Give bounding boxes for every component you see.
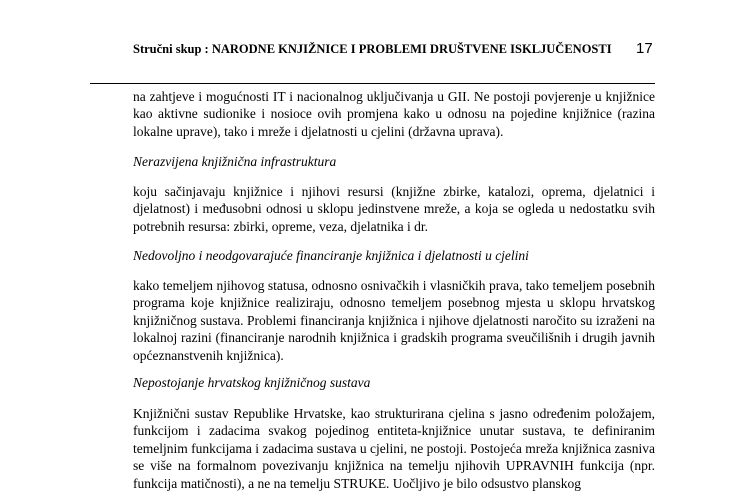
page-number: 17 — [636, 40, 653, 57]
paragraph-infrastructure: koju sačinjavaju knjižnice i njihovi resursi (knjižne zbirke, katalozi, oprema, djelatnici i djelatnost) i međusobni odnosi u sklopu jedinstvene mreže, a koja se ogleda u nedostatku svih potrebnih resursa: zbirki, opreme, veza, djelatnika i dr. — [133, 184, 655, 234]
subheading-library-system: Nepostojanje hrvatskog knjižničnog sustava — [133, 375, 371, 390]
header-divider — [90, 83, 655, 84]
subheading-infrastructure: Nerazvijena knjižnična infrastruktura — [133, 154, 337, 169]
paragraph-financing: kako temeljem njihovog statusa, odnosno osnivačkih i vlasničkih prava, tako temeljem posebnih programa koje knjižnice realiziraju, odnosno temeljem posebnog mjesta u sklopu hrvatskog knjižničnog sustava. Problemi financiranja knjižnica i njihove djelatnosti naročito su izraženi na lokalnoj razini (financiranje narodnih knjižnica i gradskih programa sveučilišnih i drugih javnih općeznanstvenih knjižnica). — [133, 278, 655, 363]
running-header-title: Stručni skup : NARODNE KNJIŽNICE I PROBLEMI DRUŠTVENE ISKLJUČENOSTI — [133, 42, 612, 56]
paragraph-it-participation: na zahtjeve i mogućnosti IT i nacionalnog uključivanja u GII. Ne postoji povjerenje u knjižnice kao aktivne sudionike i nosioce ovih promjena kako u odnosu na pojedine knjižnice (razina lokalne uprave), tako i mreže i djelatnosti u cjelini (državna uprava). — [133, 89, 655, 139]
subheading-financing: Nedovoljno i neodgovarajuće financiranje knjižnica i djelatnosti u cjelini — [133, 248, 529, 263]
paragraph-library-system: Knjižnični sustav Republike Hrvatske, kao strukturirana cjelina s jasno određenim položajem, funkcijom i zadacima svakog pojedinog entiteta-knjižnice unutar sustava, te definiranim temeljnim funkcijama i zadacima sustava u cjelini, ne postoji. Postojeća mreža knjižnica zasniva se više na formalnom povezivanju knjižnica na temelju njihovih UPRAVNIH funkcija (npr. funkcija matičnosti), a ne na temelju STRUKE. Uočljivo je bilo odsustvo planskog — [133, 406, 655, 491]
